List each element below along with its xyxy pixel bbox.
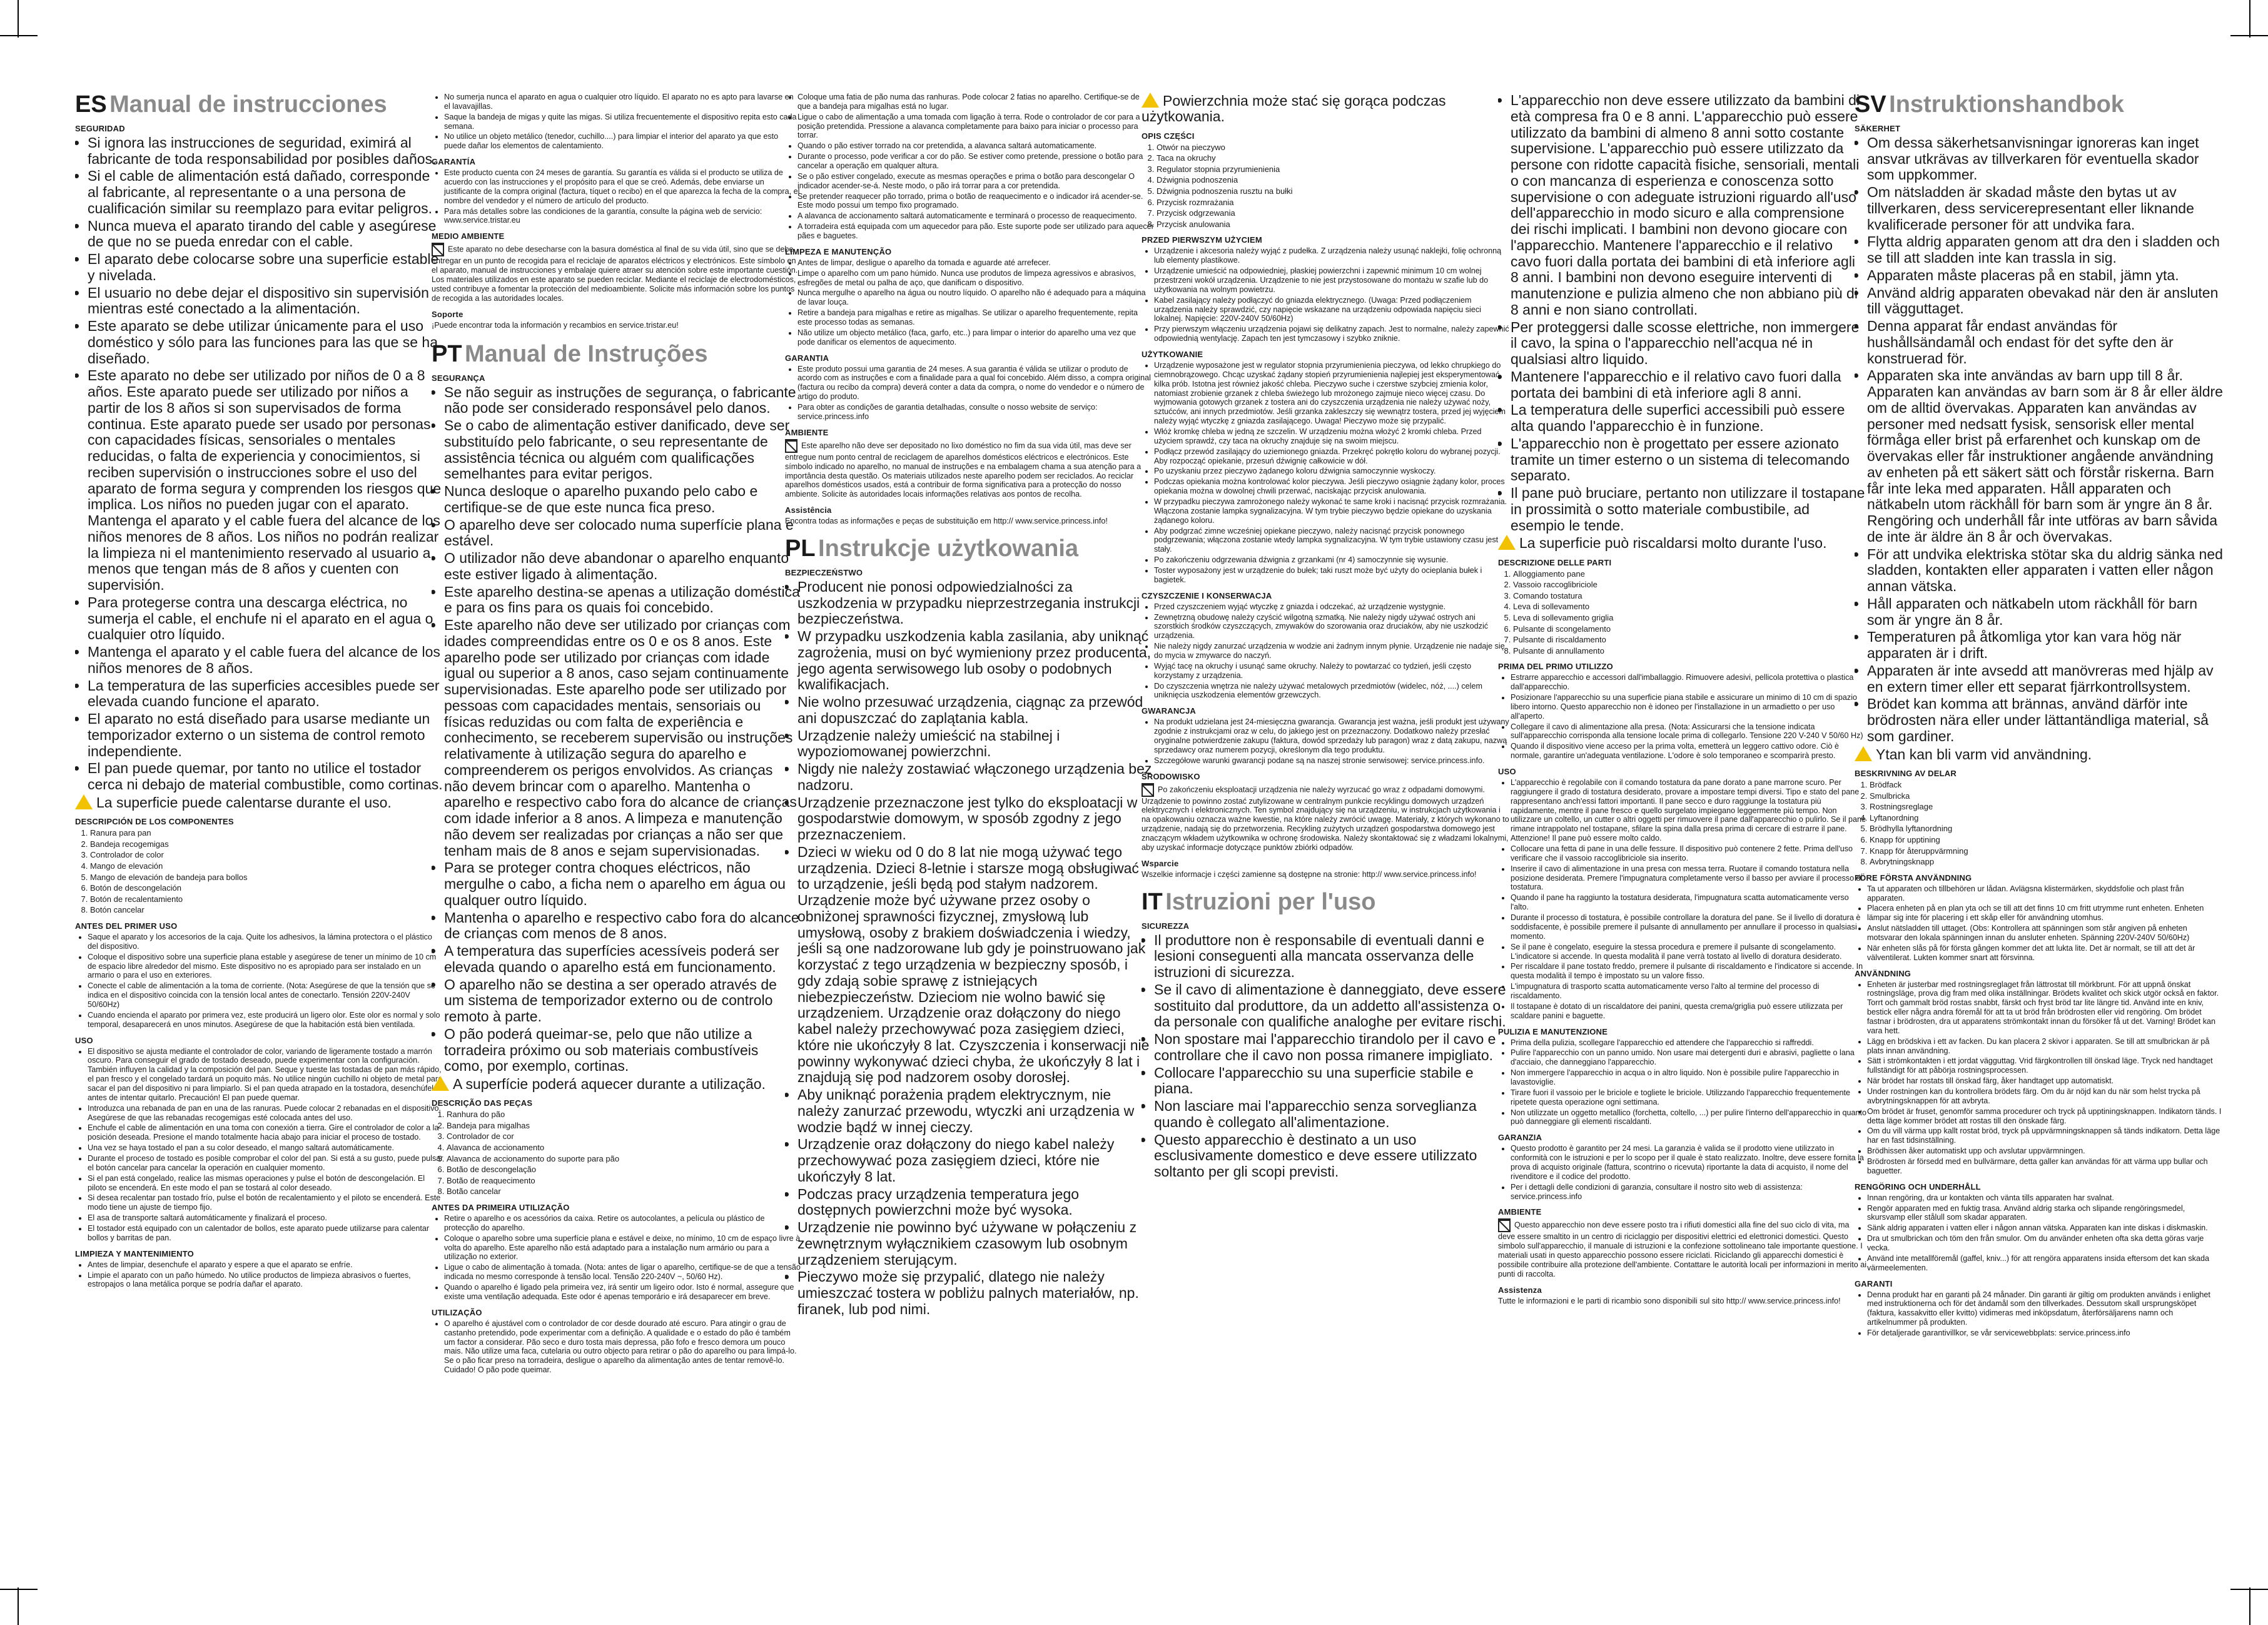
hot-surface-warning: La superficie può riscaldarsi molto durante l'uso. <box>1498 535 1867 551</box>
environment-text: Este aparato no debe desecharse con la basura doméstica al final de su vida útil, sino que se debe entregar en un punto de recogida para el reciclaje de aparatos eléctricos y electrónicos. Este símbolo en el aparato, manual de instrucciones y embalaje quiere atraer su atención sobre este importante cuestión. Los materiales utilizados en este aparato se pueden reciclar. Mediante el reciclaje de electrodomésticos, usted contribuye a fomentar la protección del medioambiente. Solicite más información sobre los puntos de recogida a las autoridades locales. <box>432 243 801 303</box>
column-pt-pl: • Coloque uma fatia de pão numa das ranhuras. Pode colocar 2 fatias no aparelho. Certifique-se de que a bandeja para migalhas está no lugar. • Ligue o cabo de alimentação a uma tomada com ligação à terra. Rode o controlador de cor para a posição pretendida. Pressione a alavanca completamente para baixo para iniciar o processo para torrar. • Quando o pão estiver torrado na cor pretendida, a alavanca saltará automaticamente. • Durante o processo, pode verificar a cor do pão. Se estiver como pretende, pressione o botão para cancelar a operação em qualquer altura. • Se o pão estiver congelado, execute as mesmas operações e prima o botão para descongelar O indicador acender-se-á. Neste modo, o pão irá torrar para a cor pretendida. • Se pretender reaquecer pão torrado, prima o botão de reaquecimento e o indicador irá acender-se. Este modo possui um tempo fixo programado. • A alavanca de accionamento saltará automaticamente e terminará o processo de reaquecimento. • A torradeira está equipada com um aquecedor para pão. Este suporte pode ser utilizado para aquecer pães e baguetes. LIMPEZA E MANUTENÇÃO • Antes de limpar, desligue o aparelho da tomada e aguarde até arrefecer. • Limpe o aparelho com um pano húmido. Nunca use produtos de limpeza agressivos e abrasivos, esfregões de metal ou palha de aço, que danificam o dispositivo. • Nunca mergulhe o aparelho na água ou noutro líquido. O aparelho não é adequado para a máquina de lavar louça. • Retire a bandeja para migalhas e retire as migalhas. Se utilizar o aparelho frequentemente, repita este processo todas as semanas. • Não utilize um objecto metálico (faca, garfo, etc..) para limpar o interior do aparelho uma vez que pode danificar os elementos de aquecimento. GARANTIA • Este produto possui uma garantia de 24 meses. A sua garantia é válida se utilizar o produto de acordo com as instruções e com a finalidade para a qual foi concebido. Além disso, a compra original (factura ou recibo da compra) deverá conter a data da compra, o nome do vendedor e o número de artigo do produto. • Para obter as condições de garantia detalhadas, consulte o nosso website de serviço: service.princess.info AMBIENTE Este aparelho não deve ser depositado no lixo doméstico no fim da sua vida útil, mas deve ser entregue num ponto central de reciclagem de aparelhos domésticos eléctricos e electrónicos. Este símbolo indicado no aparelho, no manual de instruções e na embalagem chama a sua atenção para a importância desta questão. Os materiais utilizados neste aparelho podem ser reciclados. Ao reciclar aparelhos domésticos usados, está a contribuir de forma significativa para a protecção do nosso ambiente. Solicite às autoridades locais informações relativas aos pontos de recolha. Assistência Encontra todas as informações e peças de substituição em http:// www.service.princess.info! PL Instrukcje użytkowania BEZPIECZEŃSTWO • Producent nie ponosi odpowiedzialności za uszkodzenia w przypadku nieprzestrzegania instrukcji bezpieczeństwa. • W przypadku uszkodzenia kabla zasilania, aby uniknąć zagrożenia, musi on być wymieniony przez producenta, jego agenta serwisowego lub osoby o podobnych kwalifikacjach. • Nie wolno przesuwać urządzenia, ciągnąc za przewód ani dopuszczać do zaplątania kabla. • Urządzenie należy umieścić na stabilnej i wypoziomowanej powierzchni. • Nigdy nie należy zostawiać włączonego urządzenia bez nadzoru. • Urządzenie przeznaczone jest tylko do eksploatacji w gospodarstwie domowym, w sposób zgodny z jego przeznaczeniem. • Dzieci w wieku od 0 do 8 lat nie mogą używać tego urządzenia. Dzieci 8-letnie i starsze mogą obsługiwać to urządzenie, jeśli będą pod stałym nadzorem. Urządzenie może być używane przez osoby o obniżonej sprawności fizycznej, zmysłową lub umysłową, osoby z brakiem doświadczenia i wiedzy, jeśli są one nadzorowane lub gdy je poinstruowano jak korzystać z tego urządzenia w bezpieczny sposób, i gdy zdają sobie sprawę z istniejących niebezpieczeństw. Dzieciom nie wolno bawić się urządzeniem. Urządzenie oraz dołączony do niego kabel należy przechowywać poza zasięgiem dzieci, które nie ukończyły 8 lat. Czyszczenia i konserwacji nie powinny wykonywać dzieci chyba, że ukończyły 8 lat i znajdują się pod nadzorem osoby dorosłej. • Aby uniknąć porażenia prądem elektrycznym, nie należy zanurzać przewodu, wtyczki ani urządzenia w wodzie bądź w innej cieczy. • Urządzenie oraz dołączony do niego kabel należy przechowywać poza zasięgiem dzieci, które nie ukończyły 8 lat. • Podczas pracy urządzenia temperatura jego dostępnych powierzchni może być wysoka. • Urządzenie nie powinno być używane w połączeniu z zewnętrznym wyłącznikiem czasowym lub osobnym urządzeniem sterującym. • Pieczywo może się przypalić, dlatego nie należy umieszczać tostera w pobliżu palnych materiałów, np. firanek, lub pod nimi. <box>785 93 1154 1319</box>
list-item: • Si el cable de alimentación está dañado, corresponde al fabricante, al representante o a una persona de cualificación similar su reemplazo para evitar peligros. <box>88 168 444 216</box>
list-item: • El usuario no debe dejar el dispositivo sin supervisión mientras esté conectado a la alimentación. <box>88 285 444 318</box>
crop-mark <box>2249 1587 2250 1625</box>
language-code: ES <box>75 93 107 118</box>
list-item: • Este aparato se debe utilizar únicamente para el uso doméstico y sólo para las funciones para las que se ha diseñado. <box>88 318 444 367</box>
column-es <box>75 93 444 1290</box>
crop-mark <box>2230 1589 2268 1590</box>
list-item: • El pan puede quemar, por tanto no utilice el tostador cerca ni debajo de material combustible, como cortinas. <box>88 761 444 793</box>
parts-list: 1. Ranhura do pão 2. Bandeja para migalhas 3. Controlador de cor 4. Alavanca de accionamento 5. Alavanca de accionamento do suporte para pão 6. Botão de descongelação 7. Botão de reaquecimento 8. Botão cancelar <box>432 1110 801 1197</box>
parts-list: 1. Ranura para pan 2. Bandeja recogemigas 3. Controlador de color 4. Mango de elevación 5. Mango de elevación de bandeja para bollos 6. Botón de descongelación 7. Botón de recalentamiento 8. Botón cancelar <box>75 828 444 915</box>
use-title: USO <box>75 1035 93 1045</box>
list-item: • Para protegerse contra una descarga eléctrica, no sumerja el cable, el enchufe ni el aparato en el agua o cualquier otro líquido. <box>88 595 444 643</box>
warning-icon <box>1855 746 1872 761</box>
column-pl: Powierzchnia może stać się gorąca podczas użytkowania. OPIS CZĘŚCI 1. Otwór na pieczywo 2. Taca na okruchy 3. Regulator stopnia przyrumienienia 4. Dźwignia podnoszenia 5. Dźwignia podnoszenia rusztu na bułki 6. Przycisk rozmrażania 7. Przycisk odgrzewania 8. Przycisk anulowania PRZED PIERWSZYM UŻYCIEM • Urządzenie i akcesoria należy wyjąć z pudełka. Z urządzenia należy usunąć naklejki, folię ochronną lub elementy plastikowe. • Urządzenie umieścić na odpowiedniej, płaskiej powierzchni i zapewnić minimum 10 cm wolnej przestrzeni wokół urządzenia. Urządzenie to nie jest przystosowane do montażu w szafie lub do użytkowania na wolnym powietrzu. • Kabel zasilający należy podłączyć do gniazda elektrycznego. (Uwaga: Przed podłączeniem urządzenia należy sprawdzić, czy napięcie wskazane na urządzeniu odpowiada napięciu sieci lokalnej. Napięcie: 220V-240V 50/60Hz) • Przy pierwszym włączeniu urządzenia pojawi się delikatny zapach. Jest to normalne, należy zapewnić odpowiednią wentylację. Zapach ten jest tymczasowy i szybko zniknie. UŻYTKOWANIE • Urządzenie wyposażone jest w regulator stopnia przyrumienienia pieczywa, od lekko chrupkiego do ciemnobrązowego. Chcąc uzyskać żądany stopień przyrumienienia najlepiej jest eksperymentować kilka prób. Istotna jest również jakość chleba. Pieczywo suche i czerstwe szybciej zmienia kolor, natomiast zrobienie grzanek z chleba świeżego lub mrożonego zajmuje nieco więcej czasu. Do wyjmowania gotowych grzanek z tostera ani do czyszczenia urządzenia nie należy używać noży, sztućców, ani innych przedmiotów. Jeśli grzanka zakleszczy się wewnątrz tostera, przed jej wyjęciem należy wyjąć wtyczkę z gniazda zasilającego. Uwaga! Pieczywo może się przypalić. • Włóż kromkę chleba w jedną ze szczelin. W urządzeniu można włożyć 2 kromki chleba. Przed użyciem sprawdź, czy taca na okruchy znajduje się na swoim miejscu. • Podłącz przewód zasilający do uziemionego gniazda. Przekręć pokrętło koloru do wybranej pozycji. Aby rozpocząć opiekanie, przesuń dźwignię całkowicie w dół. • Po uzyskaniu przez pieczywo żądanego koloru dźwignia samoczynnie wyskoczy. • Podczas opiekania można kontrolować kolor pieczywa. Jeśli pieczywo osiągnie żądany kolor, proces opiekania można w dowolnej chwili przerwać, naciskając przycisk anulowania. • W przypadku pieczywa zamrożonego należy wykonać te same kroki i nacisnąć przycisk rozmrażania. Włączona zostanie lampka sygnalizacyjna. W tym trybie pieczywo będzie opiekane do uzyskania żądanego koloru. • Aby podgrzać zimne wcześniej opiekane pieczywo, należy nacisnąć przycisk ponownego podgrzewania; włączona zostanie wtedy lampka sygnalizacyjna. W tym trybie ustawiony czasu jest stały. • Po zakończeniu odgrzewania dźwignia z grzankami (nr 4) samoczynnie się wysunie. • Toster wyposażony jest w urządzenie do bułek; taki ruszt może być użyty do ocieplania bułek i bagietek. CZYSZCZENIE I KONSERWACJA • Przed czyszczeniem wyjąć wtyczkę z gniazda i odczekać, aż urządzenie wystygnie. • Zewnętrzną obudowę należy czyścić wilgotną szmatką. Nie należy nigdy używać ostrych ani szorstkich środków czyszczących, zmywaków do szorowania oraz druciaków, aby nie uszkodzić urządzenia. • Nie należy nigdy zanurzać urządzenia w wodzie ani żadnym innym płynie. Urządzenie nie nadaje się do mycia w zmywarce do naczyń. • Wyjąć tacę na okruchy i usunąć same okruchy. Należy to powtarzać co tydzień, jeśli często korzystamy z urządzenia. • Do czyszczenia wnętrza nie należy używać metalowych przedmiotów (widelec, nóż, ....) celem uniknięcia uszkodzenia elementów grzewczych. GWARANCJA • Na produkt udzielana jest 24-miesięczna gwarancja. Gwarancja jest ważna, jeśli produkt jest używany zgodnie z instrukcjami oraz w celu, do jakiego jest on przeznaczony. Dodatkowo należy przesłać oryginalne potwierdzenie zakupu (faktura, dowód sprzedaży lub paragon) wraz z datą zakupu, nazwą sprzedawcy oraz numerem pozycji, określonym dla tego produktu. • Szczegółowe warunki gwarancji podane są na naszej stronie serwisowej: service.princess.info. ŚRODOWISKO Po zakończeniu eksploatacji urządzenia nie należy wyrzucać go wraz z odpadami domowymi. Urządzenie to powinno zostać zutylizowane w centralnym punkcie recyklingu domowych urządzeń elektrycznych i elektronicznych. Ten symbol znajdujący się na urządzeniu, w instrukcjach użytkowania i na opakowaniu oznacza ważne kwestie, na które należy zwrócić uwagę. Materiały, z których wykonano to urządzenie, nadają się do przetworzenia. Recykling zużytych urządzeń gospodarstwa domowego jest znaczącym wkładem użytkownika w ochronę środowiska. Należy skontaktować się z władzami lokalnymi, aby uzyskać informacje dotyczące punktów zbiórki odpadów. Wsparcie Wszelkie informacje i części zamienne są dostępne na stronie: http:// www.service.princess.info! IT Istruzioni per l'uso SICUREZZA • Il produttore non è responsabile di eventuali danni e lesioni conseguenti alla mancata osservanza delle istruzioni di sicurezza. • Se il cavo di alimentazione è danneggiato, deve essere sostituito dal produttore, da un addetto all'assistenza o da personale con qualifiche analoghe per evitare rischi. • Non spostare mai l'apparecchio tirandolo per il cavo e controllare che il cavo non possa rimanere impigliato. • Collocare l'apparecchio su una superficie stabile e piana. • Non lasciare mai l'apparecchio senza sorveglianza quando è collegato all'alimentazione. • Questo apparecchio è destinato a un uso esclusivamente domestico e deve essere utilizzato soltanto per gli scopi previsti. <box>1142 93 1511 1182</box>
list-item: • La temperatura de las superficies accesibles puede ser elevada cuando funcione el aparato. <box>88 678 444 711</box>
safety-list: • Om dessa säkerhetsanvisningar ignoreras kan inget ansvar utkrävas av tillverkaren för eventuella skador som uppkommer. • Om nätsladden är skadad måste den bytas ut av tillverkaren, dess servicerepresentant eller liknande kvalificerade personer för att undvika fara. • Flytta aldrig apparaten genom att dra den i sladden och se till att sladden inte kan trassla in sig. • Apparaten måste placeras på en stabil, jämn yta. • Använd aldrig apparaten obevakad när den är ansluten till vägguttaget. • Denna apparat får endast användas för hushållsändamål och endast för det syfte den är konstruerad för. • Apparaten ska inte användas av barn upp till 8 år. Apparaten kan användas av barn som är 8 år eller äldre om de alltid övervakas. Apparaten kan användas av personer med nedsatt fysisk, sensorisk eller mental förmåga eller brist på erfarenhet och kunskap om de övervakas eller får instruktioner angående användning av enheten på ett säkert sätt och förstår riskerna. Barn får inte leka med apparaten. Håll apparaten och nätkabeln utom räckhåll för barn som är yngre än 8 år. Rengöring och underhåll får inte utföras av barn såvida de inte är äldre än 8 år och övervakas. • För att undvika elektriska stötar ska du aldrig sänka ned sladden, kontakten eller apparaten i vatten eller någon annan vätska. • Håll apparaten och nätkabeln utom räckhåll för barn som är yngre än 8 år. • Temperaturen på åtkomliga ytor kan vara hög när apparaten är i drift. • Apparaten är inte avsedd att manövreras med hjälp av en extern timer eller ett separat fjärrkontrollsystem. • Brödet kan komma att brännas, använd därför inte brödrosten nära eller under lättantändliga material, så som gardiner. <box>1855 135 2224 745</box>
section-heading-sv: SV Instruktionshandbok <box>1855 93 2124 118</box>
section-heading-pt: PT Manual de Instruções <box>432 340 708 367</box>
crop-mark <box>2249 0 2250 38</box>
crop-mark <box>0 1589 38 1590</box>
warranty-list: • Este producto cuenta con 24 meses de garantía. Su garantía es válida si el producto se utiliza de acuerdo con las instrucciones y el propósito para el que se creó. Además, debe enviarse un justificante de la compra original (factura, tíquet o recibo) en el que aparezca la fecha de la compra, el nombre del vendedor y el número de artículo del producto. • Para más detalles sobre las condiciones de la garantía, consulte la página web de servicio: www.service.tristar.eu <box>432 168 801 225</box>
safety-list <box>75 135 444 793</box>
manual-title: Manual de instrucciones <box>109 93 387 118</box>
safety-list: • Se não seguir as instruções de segurança, o fabricante não pode ser considerado responsável pelo danos. • Se o cabo de alimentação estiver danificado, deve ser substituído pelo fabricante, o seu representante de assistência técnica ou alguém com qualificações semelhantes para evitar perigos. • Nunca desloque o aparelho puxando pelo cabo e certifique-se de que este nunca fica preso. • O aparelho deve ser colocado numa superfície plana e estável. • O utilizador não deve abandonar o aparelho enquanto este estiver ligado à alimentação. • Este aparelho destina-se apenas a utilização doméstica e para os fins para os quais foi concebido. • Este aparelho não deve ser utilizado por crianças com idades compreendidas entre os 0 e os 8 anos. Este aparelho pode ser utilizado por crianças com idade igual ou superior a 8 anos, caso sejam continuamente supervisionadas. Este aparelho pode ser utilizado por pessoas com capacidades mentais, sensoriais ou físicas reduzidas ou com falta de experiência e conhecimento, se receberem supervisão ou instruções relativamente à utilização segura do aparelho e compreenderem os perigos envolvidos. As crianças não devem brincar com o aparelho. Mantenha o aparelho e respectivo cabo fora do alcance de crianças com idade inferior a 8 anos. A limpeza e manutenção não devem ser realizadas por crianças a não ser que tenham mais de 8 anos e sejam supervisionadas. • Para se proteger contra choques eléctricos, não mergulhe o cabo, a ficha nem o aparelho em água ou qualquer outro líquido. • Mantenha o aparelho e respectivo cabo fora do alcance de crianças com menos de 8 anos. • A temperatura das superfícies acessíveis poderá ser elevada quando o aparelho está em funcionamento. • O aparelho não se destina a ser operado através de um sistema de temporizador externo ou de controlo remoto à parte. • O pão poderá queimar-se, pelo que não utilize a torradeira próximo ou sob materiais combustíveis como, por exemplo, cortinas. <box>432 385 801 1075</box>
parts-list: 1. Brödfack 2. Smulbricka 3. Rostningsreglage 4. Lyftanordning 5. Brödhylla lyftanordning 6. Knapp för upptining 7. Knapp för återuppvärmning 8. Avbrytningsknapp <box>1855 780 2224 867</box>
hot-surface-warning: Powierzchnia może stać się gorąca podczas użytkowania. <box>1142 93 1446 125</box>
column-sv: SV Instruktionshandbok SÄKERHET • Om dessa säkerhetsanvisningar ignoreras kan inget ansvar utkrävas av tillverkaren för eventuella skador som uppkommer. • Om nätsladden är skadad måste den bytas ut av tillverkaren, dess servicerepresentant eller liknande kvalificerade personer för att undvika fara. • Flytta aldrig apparaten genom att dra den i sladden och se till att sladden inte kan trassla in sig. • Apparaten måste placeras på en stabil, jämn yta. • Använd aldrig apparaten obevakad när den är ansluten till vägguttaget. • Denna apparat får endast användas för hushållsändamål och endast för det syfte den är konstruerad för. • Apparaten ska inte användas av barn upp till 8 år. Apparaten kan användas av barn som är 8 år eller äldre om de alltid övervakas. Apparaten kan användas av personer med nedsatt fysisk, sensorisk eller mental förmåga eller brist på erfarenhet och kunskap om de övervakas eller får instruktioner angående användning av enheten på ett säkert sätt och förstår riskerna. Barn får inte leka med apparaten. Håll apparaten och nätkabeln utom räckhåll för barn som är yngre än 8 år. Rengöring och underhåll får inte utföras av barn såvida de inte är äldre än 8 år och övervakas. • För att undvika elektriska stötar ska du aldrig sänka ned sladden, kontakten eller apparaten i vatten eller någon annan vätska. • Håll apparaten och nätkabeln utom räckhåll för barn som är yngre än 8 år. • Temperaturen på åtkomliga ytor kan vara hög när apparaten är i drift. • Apparaten är inte avsedd att manövreras med hjälp av en extern timer eller ett separat fjärrkontrollsystem. • Brödet kan komma att brännas, använd därför inte brödrosten nära eller under lättantändliga material, så som gardiner. Ytan kan bli varm vid användning. BESKRIVNING AV DELAR 1. Brödfack 2. Smulbricka 3. Rostningsreglage 4. Lyftanordning 5. Brödhylla lyftanordning 6. Knapp för upptining 7. Knapp för återuppvärmning 8. Avbrytningsknapp FÖRE FÖRSTA ANVÄNDNING • Ta ut apparaten och tillbehören ur lådan. Avlägsna klistermärken, skyddsfolie och plast från apparaten. • Placera enheten på en plan yta och se till att det finns 10 cm fritt utrymme runt enheten. Enheten lämpar sig inte för placering i ett skåp eller för användning utomhus. • Anslut nätsladden till uttaget. (Obs: Kontrollera att spänningen som står angiven på enheten motsvarar den lokala spänningen innan du ansluter enheten. Spänning 220V-240V 50/60Hz) • När enheten slås på för första gången kommer det att lukta lite. Det är normalt, se till att det är välventilerat. Lukten kommer snart att försvinna. ANVÄNDNING • Enheten är justerbar med rostningsreglaget från lättrostat till mörkbrunt. För att uppnå önskat rostningsläge, prova dig fram med olika inställningar. Brödets kvalitet och skick utgör också en faktor. Torrt och gammalt bröd rostas snabbt, färskt och fryst bröd tar lite längre tid. Använd inte en kniv, bestick eller några andra föremål för att ta ut bröd från brödrosten eller vid rengöring. Om brödet fastnar i brödrosten, dra ut apparatens strömkontakt innan du försöker få ut det. Varning! Brödet kan vara hett. • Lägg en brödskiva i ett av facken. Du kan placera 2 skivor i apparaten. Se till att smulbrickan är på plats innan användning. • Sätt i strömkontakten i ett jordat vägguttag. Vrid färgkontrollen till önskad läge. Tryck ned handtaget fullständigt för att påbörja rostningsprocessen. • När brödet har rostats till önskad färg, åker handtaget upp automatiskt. • Under rostningen kan du kontrollera brödets färg. Om du är nöjd kan du när som helst trycka på avbrytningsknappen för att avbryta. • Om brödet är fruset, genomför samma procedurer och tryck på upptiningsknappen. Indikatorn tänds. I detta läge kommer brödet att rostas till den önskade färg. • Om du vill värma upp kallt rostat bröd, tryck på uppvärmningsknappen så tänds indikatorn. Detta läge har en fast tidsinställning. • Brödhissen åker automatiskt upp och avslutar uppvärmningen. • Brödrosten är försedd med en bullvärmare, detta galler kan användas för att värma upp bullar och baguetter. RENGÖRING OCH UNDERHÅLL • Innan rengöring, dra ur kontakten och vänta tills apparaten har svalnat. • Rengör apparaten med en fuktig trasa. Använd aldrig starka och slipande rengöringsmedel, skursvamp eller stålull som skadar apparaten. • Sänk aldrig apparaten i vatten eller i någon annan vätska. Apparaten kan inte diskas i diskmaskin. • Dra ut smulbrickan och töm den från smulor. Om du använder enheten ofta ska detta göras varje vecka. • Använd inte metallföremål (gaffel, kniv...) för att rengöra apparatens insida eftersom det kan skada värmeelementen. GARANTI • Denna produkt har en garanti på 24 månader. Din garanti är giltig om produkten används i enlighet med instruktionerna och för det ändamål som den tillverkades. Dessutom skall ursprungsköpet (faktura, kassakvitto eller kvitto) vidimeras med inköpsdatum, återförsäljarens namn och artikelnummer på produkten. • För detaljerade garantivillkor, se vår servicewebbplats: service.princess.info <box>1855 93 2224 1339</box>
use-list: • El dispositivo se ajusta mediante el controlador de color, variando de ligeramente tostado a marrón oscuro. Para conseguir el grado de tostado deseado, puede experimentar con la configuración. También influyen la calidad y la composición del pan. Seque y tueste las tostadas de pan más rápido, el pan fresco y el congelado tardará un poquito más. No utilice ningún cuchillo ni objeto de metal para sacar el pan del dispositivo ni para limpiarlo. Si el pan queda atrapado en la tostadora, desenchúfela antes de intentar quitarlo. Precaución! El pan puede quemar. • Introduzca una rebanada de pan en una de las ranuras. Puede colocar 2 rebanadas en el dispositivo. Asegúrese de que las rebanadas recogemigas esté colocada antes del uso. • Enchufe el cable de alimentación en una toma con conexión a tierra. Gire el controlador de color a la posición deseada. Presione el mando totalmente hacia abajo para iniciar el proceso de tostado. • Una vez se haya tostado el pan a su color deseado, el mango saltará automáticamente. • Durante el proceso de tostado es posible comprobar el color del pan. Si está a su gusto, puede pulsar el botón cancelar para cancelar la operación en cualquier momento. • Si el pan está congelado, realice las mismas operaciones y pulse el botón de descongelación. El piloto se encenderá. En este modo el pan se tostará al color deseado. • Si desea recalentar pan tostado frío, pulse el botón de recalentamiento y el piloto se encenderá. Este modo tiene un ajuste de tiempo fijo. • El asa de transporte saltará automáticamente y finalizará el proceso. • El tostador está equipado con un calentador de bollos, este aparato puede utilizarse para calentar bollos y barritas de pan. <box>75 1047 444 1243</box>
warning-icon <box>1498 535 1516 550</box>
hot-surface-warning: Ytan kan bli varm vid användning. <box>1855 746 2224 762</box>
parts-list: 1. Otwór na pieczywo 2. Taca na okruchy 3. Regulator stopnia przyrumienienia 4. Dźwignia podnoszenia 5. Dźwignia podnoszenia rusztu na bułki 6. Przycisk rozmrażania 7. Przycisk odgrzewania 8. Przycisk anulowania <box>1142 143 1511 230</box>
first-use-list: • Saque el aparato y los accesorios de la caja. Quite los adhesivos, la lámina protectora o el plástico del dispositivo. • Coloque el dispositivo sobre una superficie plana estable y asegúrese de tener un mínimo de 10 cm de espacio libre alrededor del mismo. Este dispositivo no es apropiado para ser instalado en un armario o para el uso en exteriores. • Conecte el cable de alimentación a la toma de corriente. (Nota: Asegúrese de que la tensión que se indica en el dispositivo coincida con la tensión local antes de conectarlo. Tensión 220V-240V 50/60Hz) • Cuando encienda el aparato por primera vez, este producirá un ligero olor. Este olor es normal y solo temporal, desaparecerá en unos minutos. Asegúrese de que la habitación está bien ventilada. <box>75 933 444 1030</box>
hot-surface-warning: A superfície poderá aquecer durante a utilização. <box>432 1076 801 1092</box>
first-use-title: ANTES DEL PRIMER USO <box>75 921 178 931</box>
crop-mark <box>0 35 38 36</box>
recycle-bin-icon <box>1142 783 1154 797</box>
list-item: • El aparato no está diseñado para usarse mediante un temporizador externo o un sistema de control remoto independiente. <box>88 711 444 759</box>
recycle-bin-icon <box>785 439 797 453</box>
crop-mark <box>18 0 19 38</box>
warning-icon <box>1142 93 1159 108</box>
list-item: • Mantenga el aparato y el cable fuera del alcance de los niños menores de 8 años. <box>88 644 444 677</box>
crop-mark <box>2230 35 2268 36</box>
cleaning-list-continued: • No sumerja nunca el aparato en agua o cualquier otro líquido. El aparato no es apto para lavarse en el lavavajillas. • Saque la bandeja de migas y quite las migas. Si utiliza frecuentemente el dispositivo repita esto cada semana. • No utilice un objeto metálico (tenedor, cuchillo....) para limpiar el interior del aparato ya que esto puede dañar los elementos de calentamiento. <box>432 93 801 151</box>
column-it: • L'apparecchio non deve essere utilizzato da bambini di età compresa fra 0 e 8 anni. L'apparecchio può essere utilizzato da bambini di almeno 8 anni sotto costante supervisione. L'apparecchio può essere utilizzato da persone con ridotte capacità fisiche, sensoriali, mentali o con mancanza di esperienza e conoscenza sotto supervisione o con adeguate istruzioni riguardo all'uso dell'apparecchio in modo sicuro e alla comprensione dei rischi implicati. I bambini non devono giocare con l'apparecchio. Mantenere l'apparecchio e il relativo cavo fuori dalla portata dei bambini di età inferiore agli 8 anni. I bambini non devono eseguire interventi di manutenzione e pulizia almeno che non abbiano più di 8 anni e non siano controllati. • Per proteggersi dalle scosse elettriche, non immergere il cavo, la spina o l'apparecchio nell'acqua né in qualsiasi altro liquido. • Mantenere l'apparecchio e il relativo cavo fuori dalla portata dei bambini di età inferiore agli 8 anni. • La temperatura delle superfici accessibili può essere alta quando l'apparecchio è in funzione. • L'apparecchio non è progettato per essere azionato tramite un timer esterno o un sistema di telecomando separato. • Il pane può bruciare, pertanto non utilizzare il tostapane in prossimità o sotto materiale combustibile, ad esempio le tende. La superficie può riscaldarsi molto durante l'uso. DESCRIZIONE DELLE PARTI 1. Alloggiamento pane 2. Vassoio raccoglibriciole 3. Comando tostatura 4. Leva di sollevamento 5. Leva di sollevamento griglia 6. Pulsante di scongelamento 7. Pulsante di riscaldamento 8. Pulsante di annullamento PRIMA DEL PRIMO UTILIZZO • Estrarre apparecchio e accessori dall'imballaggio. Rimuovere adesivi, pellicola protettiva o plastica dall'apparecchio. • Posizionare l'apparecchio su una superficie piana stabile e assicurare un minimo di 10 cm di spazio libero intorno. Questo apparecchio non è idoneo per l'installazione in un armadietto o per uso all'aperto. • Collegare il cavo di alimentazione alla presa. (Nota: Assicurarsi che la tensione indicata sull'apparecchio corrisponda alla tensione locale prima di collegarlo. Tensione 220 V-240 V 50/60 Hz) • Quando il dispositivo viene acceso per la prima volta, emetterà un leggero cattivo odore. Ciò è normale, garantire un'adeguata ventilazione. L'odore è solo temporaneo e scomparirà presto. USO • L'apparecchio è regolabile con il comando tostatura da pane dorato a pane marrone scuro. Per raggiungere il grado di tostatura desiderato, provare a impostare tempi diversi. Tipo e stato del pane rappresentano anch'essi fattori importanti. Il pane secco e duro raggiunge la tostatura più rapidamente, mentre il pane fresco e quello surgelato impiegano leggermente più tempo. Non utilizzare un coltello, un cutter o altri oggetti per rimuovere il pane dall'apparecchio o pulirlo. Se il pane rimane intrappolato nel tostapane, sfilare la spina dalla presa prima di cercare di estrarre il pane. Attenzione! Il pane può essere molto caldo. • Collocare una fetta di pane in una delle fessure. Il dispositivo può contenere 2 fette. Prima dell'uso verificare che il vassoio raccoglibriciole sia inserito. • Inserire il cavo di alimentazione in una presa con messa terra. Ruotare il comando tostatura nella posizione desiderata. Premere l'impugnatura completamente verso il basso per avviare il processo di tostatura. • Quando il pane ha raggiunto la tostatura desiderata, l'impugnatura scatta automaticamente verso l'alto. • Durante il processo di tostatura, è possibile controllare la doratura del pane. Se il livello di doratura è soddisfacente, è possibile premere il pulsante di annullamento per annullare il processo in qualsiasi momento. • Se il pane è congelato, eseguire la stessa procedura e premere il pulsante di scongelamento. L'indicatore si accende. In questa modalità il pane verrà tostato al livello di doratura desiderato. • Per riscaldare il pane tostato freddo, premere il pulsante di riscaldamento e l'indicatore si accende. In questa modalità il tempo è impostato su un valore fisso. • L'impugnatura di trasporto scatta automaticamente verso l'alto al termine del processo di riscaldamento. • Il tostapane è dotato di un riscaldatore dei panini, questa crema/griglia può essere utilizzata per scaldare panini e baguette. PULIZIA E MANUTENZIONE • Prima della pulizia, scollegare l'apparecchio ed attendere che l'apparecchio si raffreddi. • Pulire l'apparecchio con un panno umido. Non usare mai detergenti duri e abrasivi, pagliette o lana d'acciaio, che danneggiano l'apparecchio. • Non immergere l'apparecchio in acqua o in altro liquido. Non è possibile pulire l'apparecchio in lavastoviglie. • Tirare fuori il vassoio per le briciole e togliete le briciole. Utilizzando l'apparecchio frequentemente ripetete questa operazione ogni settimana. • Non utilizzate un oggetto metallico (forchetta, coltello, ...) per pulire l'interno dell'apparecchio in quanto può danneggiare gli elementi riscaldanti. GARANZIA • Questo prodotto è garantito per 24 mesi. La garanzia è valida se il prodotto viene utilizzato in conformità con le istruzioni e per lo scopo per il quale è stato realizzato. Inoltre, deve essere fornita la prova di acquisto originale (fattura, scontrino o ricevuta) riportante la data di acquisto, il nome del rivenditore e il codice del prodotto. • Per i dettagli delle condizioni di garanzia, consultare il nostro sito web di assistenza: service.princess.info AMBIENTE Questo apparecchio non deve essere posto tra i rifiuti domestici alla fine del suo ciclo di vita, ma deve essere smaltito in un centro di riciclaggio per dispositivi elettrici ed elettronici domestici. Questo simbolo sull'apparecchio, il manuale di istruzioni e la confezione sottolineano tale importante questione. I materiali usati in questo apparecchio possono essere riciclati. Riciclando gli apparecchi domestici è possibile contribuire alla protezione dell'ambiente. Contattare le autorità locali per informazioni in merito ai punti di raccolta. Assistenza Tutte le informazioni e le parti di ricambio sono disponibili sul sito http:// www.service.princess.info! <box>1498 93 1867 1308</box>
safety-list: • Il produttore non è responsabile di eventuali danni e lesioni conseguenti alla mancata osservanza delle istruzioni di sicurezza. • Se il cavo di alimentazione è danneggiato, deve essere sostituito dal produttore, da un addetto all'assistenza o da personale con qualifiche analoghe per evitare rischi. • Non spostare mai l'apparecchio tirandolo per il cavo e controllare che il cavo non possa rimanere impigliato. • Collocare l'apparecchio su una superficie stabile e piana. • Non lasciare mai l'apparecchio senza sorveglianza quando è collegato all'alimentazione. • Questo apparecchio è destinato a un uso esclusivamente domestico e deve essere utilizzato soltanto per gli scopi previsti. <box>1142 933 1511 1180</box>
cleaning-title: LIMPIEZA Y MANTENIMIENTO <box>75 1248 194 1258</box>
safety-list: • Producent nie ponosi odpowiedzialności za uszkodzenia w przypadku nieprzestrzegania instrukcji bezpieczeństwa. • W przypadku uszkodzenia kabla zasilania, aby uniknąć zagrożenia, musi on być wymieniony przez producenta, jego agenta serwisowego lub osoby o podobnych kwalifikacjach. • Nie wolno przesuwać urządzenia, ciągnąc za przewód ani dopuszczać do zaplątania kabla. • Urządzenie należy umieścić na stabilnej i wypoziomowanej powierzchni. • Nigdy nie należy zostawiać włączonego urządzenia bez nadzoru. • Urządzenie przeznaczone jest tylko do eksploatacji w gospodarstwie domowym, w sposób zgodny z jego przeznaczeniem. • Dzieci w wieku od 0 do 8 lat nie mogą używać tego urządzenia. Dzieci 8-letnie i starsze mogą obsługiwać to urządzenie, jeśli będą pod stałym nadzorem. Urządzenie może być używane przez osoby o obniżonej sprawności fizycznej, zmysłową lub umysłową, osoby z brakiem doświadczenia i wiedzy, jeśli są one nadzorowane lub gdy je poinstruowano jak korzystać z tego urządzenia w bezpieczny sposób, i gdy zdają sobie sprawę z istniejących niebezpieczeństw. Dzieciom nie wolno bawić się urządzeniem. Urządzenie oraz dołączony do niego kabel należy przechowywać poza zasięgiem dzieci, które nie ukończyły 8 lat. Czyszczenia i konserwacji nie powinny wykonywać dzieci chyba, że ukończyły 8 lat i znajdują się pod nadzorem osoby dorosłej. • Aby uniknąć porażenia prądem elektrycznym, nie należy zanurzać przewodu, wtyczki ani urządzenia w wodzie bądź w innej cieczy. • Urządzenie oraz dołączony do niego kabel należy przechowywać poza zasięgiem dzieci, które nie ukończyły 8 lat. • Podczas pracy urządzenia temperatura jego dostępnych powierzchni może być wysoka. • Urządzenie nie powinno być używane w połączeniu z zewnętrznym wyłącznikiem czasowym lub osobnym urządzeniem sterującym. • Pieczywo może się przypalić, dlatego nie należy umieszczać tostera w pobliżu palnych materiałów, np. firanek, lub pod nimi. <box>785 579 1154 1318</box>
cleaning-list: • Antes de limpiar, desenchufe el aparato y espere a que el aparato se enfríe. • Limpie el aparato con un paño húmedo. No utilice productos de limpieza abrasivos o fuertes, estropajos o lana metálica porque se podría dañar el aparato. <box>75 1260 444 1290</box>
section-heading-it: IT Istruzioni per l'uso <box>1142 888 1376 915</box>
list-item: • El aparato debe colocarse sobre una superficie estable y nivelada. <box>88 251 444 284</box>
list-item: • Este aparato no debe ser utilizado por niños de 0 a 8 años. Este aparato puede ser utilizado por niños a partir de los 8 años si son supervisados de forma continua. Este aparato puede ser usado por personas con capacidades físicas, sensoriales o mentales reducidas, o falta de experiencia y conocimientos, si reciben supervisión o instrucciones sobre el uso del aparato de forma segura y comprenden los riesgos que implica. Los niños no pueden jugar con el aparato. Mantenga el aparato y el cable fuera del alcance de los niños menores de 8 años. Los niños no podrán realizar la limpieza ni el mantenimiento reservado al usuario a menos que tengan más de 8 años y cuenten con supervisión. <box>88 368 444 594</box>
section-heading-pl: PL Instrukcje użytkowania <box>785 535 1079 562</box>
warning-icon <box>75 794 93 809</box>
warranty-title: GARANTÍA <box>432 157 476 167</box>
parts-list: 1. Alloggiamento pane 2. Vassoio raccoglibriciole 3. Comando tostatura 4. Leva di sollevamento 5. Leva di sollevamento griglia 6. Pulsante di scongelamento 7. Pulsante di riscaldamento 8. Pulsante di annullamento <box>1498 569 1867 656</box>
support-text: ¡Puede encontrar toda la información y recambios en service.tristar.eu! <box>432 320 679 330</box>
list-item: • Si ignora las instrucciones de seguridad, eximirá al fabricante de toda responsabilidad por posibles daños. <box>88 135 444 168</box>
environment-title: MEDIO AMBIENTE <box>432 231 505 241</box>
parts-title: DESCRIPCIÓN DE LOS COMPONENTES <box>75 817 234 827</box>
column-es-pt: • No sumerja nunca el aparato en agua o cualquier otro líquido. El aparato no es apto para lavarse en el lavavajillas. • Saque la bandeja de migas y quite las migas. Si utiliza frecuentemente el dispositivo repita esto cada semana. • No utilice un objeto metálico (tenedor, cuchillo....) para limpiar el interior del aparato ya que esto puede dañar los elementos de calentamiento. GARANTÍA • Este producto cuenta con 24 meses de garantía. Su garantía es válida si el producto se utiliza de acuerdo con las instrucciones y el propósito para el que se creó. Además, debe enviarse un justificante de la compra original (factura, tíquet o recibo) en el que aparezca la fecha de la compra, el nombre del vendedor y el número de artículo del producto. • Para más detalles sobre las condiciones de la garantía, consulte la página web de servicio: www.service.tristar.eu MEDIO AMBIENTE Este aparato no debe desecharse con la basura doméstica al final de su vida útil, sino que se debe entregar en un punto de recogida para el reciclaje de aparatos eléctricos y electrónicos. Este símbolo en el aparato, manual de instrucciones y embalaje quiere atraer su atención sobre este importante cuestión. Los materiales utilizados en este aparato se pueden reciclar. Mediante el reciclaje de electrodomésticos, usted contribuye a fomentar la protección del medioambiente. Solicite más información sobre los puntos de recogida a las autoridades locales. Soporte ¡Puede encontrar toda la información y recambios en service.tristar.eu! PT Manual de Instruções SEGURANÇA • Se não seguir as instruções de segurança, o fabricante não pode ser considerado responsável pelo danos. • Se o cabo de alimentação estiver danificado, deve ser substituído pelo fabricante, o seu representante de assistência técnica ou alguém com qualificações semelhantes para evitar perigos. • Nunca desloque o aparelho puxando pelo cabo e certifique-se de que este nunca fica preso. • O aparelho deve ser colocado numa superfície plana e estável. • O utilizador não deve abandonar o aparelho enquanto este estiver ligado à alimentação. • Este aparelho destina-se apenas a utilização doméstica e para os fins para os quais foi concebido. • Este aparelho não deve ser utilizado por crianças com idades compreendidas entre os 0 e os 8 anos. Este aparelho pode ser utilizado por crianças com idade igual ou superior a 8 anos, caso sejam continuamente supervisionadas. Este aparelho pode ser utilizado por pessoas com capacidades mentais, sensoriais ou físicas reduzidas ou com falta de experiência e conhecimento, se receberem supervisão ou instruções relativamente à utilização segura do aparelho e compreenderem os perigos envolvidos. As crianças não devem brincar com o aparelho. Mantenha o aparelho e respectivo cabo fora do alcance de crianças com idade inferior a 8 anos. A limpeza e manutenção não devem ser realizadas por crianças a não ser que tenham mais de 8 anos e sejam supervisionadas. • Para se proteger contra choques eléctricos, não mergulhe o cabo, a ficha nem o aparelho em água ou qualquer outro líquido. • Mantenha o aparelho e respectivo cabo fora do alcance de crianças com menos de 8 anos. • A temperatura das superfícies acessíveis poderá ser elevada quando o aparelho está em funcionamento. • O aparelho não se destina a ser operado através de um sistema de temporizador externo ou de controlo remoto à parte. • O pão poderá queimar-se, pelo que não utilize a torradeira próximo ou sob materiais combustíveis como, por exemplo, cortinas. A superfície poderá aquecer durante a utilização. DESCRIÇÃO DAS PEÇAS 1. Ranhura do pão 2. Bandeja para migalhas 3. Controlador de cor 4. Alavanca de accionamento 5. Alavanca de accionamento do suporte para pão 6. Botão de descongelação 7. Botão de reaquecimento 8. Botão cancelar ANTES DA PRIMEIRA UTILIZAÇÃO • Retire o aparelho e os acessórios da caixa. Retire os autocolantes, a película ou plástico de protecção do aparelho. • Coloque o aparelho sobre uma superfície plana e estável e deixe, no mínimo, 10 cm de espaço livre à volta do aparelho. Este aparelho não está adaptado para a instalação num armário ou para a utilização no exterior. • Ligue o cabo de alimentação à tomada. (Nota: antes de ligar o aparelho, certifique-se de que a tensão indicada no mesmo corresponde à tensão local. Tensão 220-240V ~, 50/60 Hz). • Quando o aparelho é ligado pela primeira vez, irá sentir um ligeiro odor. Isto é normal, assegure que existe uma ventilação adequada. Este odor é apenas temporário e irá desaparecer em breve. UTILIZAÇÃO • O aparelho é ajustável com o controlador de cor desde dourado até escuro. Para atingir o grau de castanho pretendido, pode experimentar com a definição. A qualidade e o estado do pão é também um factor a considerar. Pão seco e duro tosta mais depressa, pão fofo e fresco demora um pouco mais. Não utilize uma faca, cutelaria ou outro objecto para retirar o pão do aparelho ou para limpá-lo. Se o pão ficar preso na torradeira, desligue o aparelho da alimentação antes de tentar removê-lo. Cuidado! O pão pode queimar. <box>432 93 801 1376</box>
safety-title: SEGURIDAD <box>75 123 125 133</box>
hot-surface-warning: La superficie puede calentarse durante el uso. <box>75 794 444 811</box>
support-title: Soporte <box>432 309 463 319</box>
list-item: • Nunca mueva el aparato tirando del cable y asegúrese de que no se pueda enredar con el cable. <box>88 218 444 251</box>
crop-mark <box>18 1587 19 1625</box>
recycle-bin-icon <box>1498 1218 1511 1232</box>
warning-icon <box>432 1076 449 1091</box>
section-heading-es <box>75 93 444 118</box>
recycle-bin-icon <box>432 243 444 256</box>
